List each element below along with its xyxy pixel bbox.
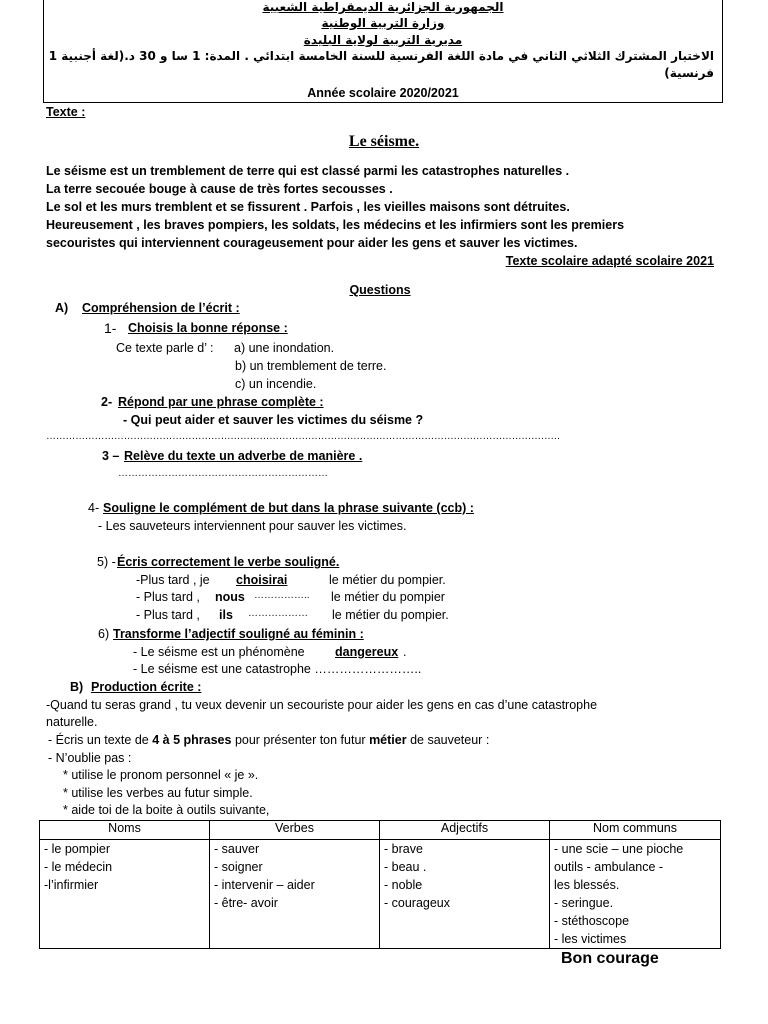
q4-number: 4- (88, 501, 100, 515)
commun-item: les blessés. (554, 878, 620, 892)
q5-title: Écris correctement le verbe souligné. (117, 555, 340, 569)
commun-item: - stéthoscope (554, 914, 630, 928)
q1-option-c: c) un incendie. (235, 377, 317, 391)
q2-question: - Qui peut aider et sauver les victimes du séisme ? (123, 413, 424, 427)
closing-text: Bon courage (561, 950, 659, 967)
directorate-line: مديرية التربية لولاية البليدة (303, 33, 463, 47)
nom-item: - le médecin (44, 860, 113, 874)
questions-title: Questions (349, 283, 411, 297)
q5-row1-start: -Plus tard , je (136, 573, 210, 587)
instr-part-3: pour présenter ton futur (234, 733, 366, 747)
exam-line-2: فرنسية) (664, 66, 714, 80)
verbe-item: - soigner (214, 860, 263, 874)
paragraph-line-5: secouristes qui interviennent courageusement pour aider les gens et sauver les victimes. (46, 236, 578, 250)
instr-part-4: métier (369, 733, 407, 747)
q1-option-b: b) un tremblement de terre. (235, 359, 387, 373)
section-b-label: B) (70, 680, 84, 694)
q5-row2-pronoun: nous (215, 590, 245, 604)
section-a-label: A) (55, 301, 69, 315)
text-source: Texte scolaire adapté scolaire 2021 (505, 254, 714, 268)
q5-row2-blank: …………….. (254, 590, 310, 601)
q6-line2: - Le séisme est une catastrophe …………………….. (133, 662, 422, 676)
commun-item: outils - ambulance - (554, 860, 664, 874)
paragraph-line-1: Le séisme est un tremblement de terre qui est classé parmi les catastrophes naturelles . (46, 164, 570, 178)
q1-title: Choisis la bonne réponse : (128, 321, 288, 335)
commun-item: - seringue. (554, 896, 614, 910)
noms-cell (40, 840, 210, 949)
q2-answer-line: …………………………………………………………………………………………………………………………………………… (46, 431, 561, 442)
q2-number: 2- (101, 395, 113, 409)
toolbox-body-row (40, 840, 721, 949)
q5-row3-pronoun: ils (219, 608, 233, 622)
q5-row2-start: - Plus tard , (136, 590, 200, 604)
bullet-3: * aide toi de la boite à outils suivante, (63, 803, 270, 817)
bullet-2: * utilise les verbes au futur simple. (63, 786, 253, 800)
instr-part-2: 4 à 5 phrases (152, 733, 232, 747)
adjectif-item: - courageux (384, 896, 451, 910)
q6-number: 6) (98, 627, 110, 641)
q2-title: Répond par une phrase complète : (118, 395, 324, 409)
q5-row1-end: le métier du pompier. (329, 573, 446, 587)
instr-part-1: - Écris un texte de (48, 733, 149, 747)
paragraph-line-2: La terre secouée bouge à cause de très fortes secousses . (46, 182, 393, 196)
toolbox-header-row (40, 821, 721, 840)
page-title: Le séisme. (348, 133, 420, 150)
nom-item: -l’infirmier (44, 878, 99, 892)
verbe-item: - sauver (214, 842, 260, 856)
q6-period: . (403, 645, 407, 659)
commun-item: - une scie – une pioche (554, 842, 684, 856)
header-nom-communs: Nom communs (550, 821, 721, 840)
q3-answer-line: ……………………………………………………… (118, 468, 328, 479)
republic-line: الجمهورية الجزائرية الديمقراطية الشعبية (262, 0, 504, 14)
paragraph-line-4: Heureusement , les braves pompiers, les soldats, les médecins et les infirmiers sont les premiers (46, 218, 625, 232)
header-noms: Noms (40, 821, 210, 840)
q6-line1-start: - Le séisme est un phénomène (133, 645, 305, 659)
nom-communs-cell (550, 840, 721, 949)
exam-line: الاختبار المشترك الثلاثي الثاني في مادة اللغة الفرنسية للسنة الخامسة ابتدائي . المدة: 1 سا و 30 د.(لغة أجنبية 1 (48, 49, 714, 63)
section-a-title: Compréhension de l’écrit : (82, 301, 240, 315)
production-intro-2: naturelle. (46, 715, 98, 729)
q1-stem: Ce texte parle d’ : (116, 341, 214, 355)
section-b-title: Production écrite : (91, 680, 202, 694)
paragraph-line-3: Le sol et les murs tremblent et se fissurent . Parfois , les vieilles maisons sont détruites. (46, 200, 570, 214)
instr-part-5: de sauveteur : (410, 733, 490, 747)
bullet-1: * utilise le pronom personnel « je ». (63, 768, 259, 782)
ministry-line: وزارة التربية الوطنية (321, 16, 445, 30)
production-intro-1: -Quand tu seras grand , tu veux devenir un secouriste pour aider les gens en cas d’une catastrophe (46, 698, 598, 712)
adjectif-item: - beau . (384, 860, 427, 874)
q4-sentence: - Les sauveteurs interviennent pour sauver les victimes. (98, 519, 407, 533)
adjectif-item: - brave (384, 842, 423, 856)
school-year: Année scolaire 2020/2021 (307, 86, 459, 100)
nom-item: - le pompier (44, 842, 110, 856)
texte-label: Texte : (46, 105, 86, 119)
q5-row2-end: le métier du pompier (331, 590, 445, 604)
q5-row1-verb: choisirai (236, 573, 288, 587)
adjectifs-cell (380, 840, 550, 949)
commun-item: - les victimes (554, 932, 627, 946)
adjectif-item: - noble (384, 878, 423, 892)
q3-number: 3 – (102, 449, 120, 463)
verbes-cell (210, 840, 380, 949)
q1-number: 1- (104, 320, 117, 336)
q1-option-a: a) une inondation. (234, 341, 335, 355)
header-verbes: Verbes (210, 821, 380, 840)
reminder: - N’oublie pas : (48, 751, 132, 765)
production-instruction (48, 733, 489, 747)
q3-title: Relève du texte un adverbe de manière . (124, 449, 363, 463)
header-adjectifs: Adjectifs (380, 821, 550, 840)
q6-title: Transforme l’adjectif souligné au féminin : (113, 627, 364, 641)
q5-row3-start: - Plus tard , (136, 608, 200, 622)
toolbox-table (39, 820, 721, 949)
q5-row3-blank: ……………… (248, 608, 308, 619)
verbe-item: - intervenir – aider (214, 878, 315, 892)
q4-title: Souligne le complément de but dans la phrase suivante (ccb) : (103, 501, 474, 515)
verbe-item: - être- avoir (214, 896, 278, 910)
header-box (43, 0, 723, 103)
q5-number: 5) - (97, 555, 116, 569)
q5-row3-end: le métier du pompier. (332, 608, 449, 622)
q6-adjective: dangereux (335, 645, 399, 659)
